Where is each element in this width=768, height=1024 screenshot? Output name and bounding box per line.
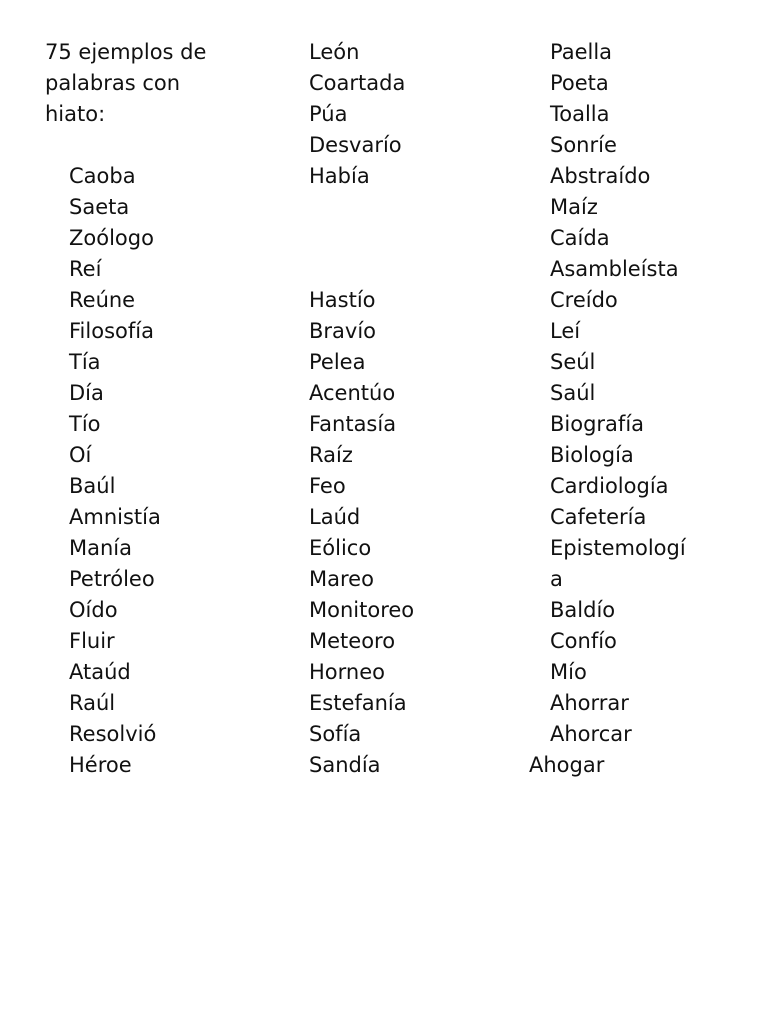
word-item: Amnistía xyxy=(69,505,161,529)
word-item: Oí xyxy=(69,443,92,467)
word-item: Abstraído xyxy=(550,164,651,188)
word-item: Púa xyxy=(309,102,348,126)
word-item: Cardiología xyxy=(550,474,669,498)
word-item: Baúl xyxy=(69,474,116,498)
word-item: Estefanía xyxy=(309,691,407,715)
word-item: a xyxy=(550,567,563,591)
column-3 xyxy=(529,37,760,781)
word-item: Tía xyxy=(69,350,101,374)
blank-line xyxy=(45,130,275,161)
word-item: Bravío xyxy=(309,319,377,343)
word-item: Horneo xyxy=(309,660,385,684)
blank-line xyxy=(309,223,509,254)
word-item: Asambleísta xyxy=(550,257,679,281)
word-item: Mío xyxy=(550,660,587,684)
word-item: Resolvió xyxy=(69,722,157,746)
word-item: Leí xyxy=(550,319,581,343)
word-item: Coartada xyxy=(309,71,406,95)
word-item: Filosofía xyxy=(69,319,154,343)
word-item: Acentúo xyxy=(309,381,396,405)
word-item: León xyxy=(309,40,360,64)
word-item: Oído xyxy=(69,598,118,622)
word-item: Biografía xyxy=(550,412,645,436)
blank-line xyxy=(309,192,509,223)
word-item: Había xyxy=(309,164,370,188)
word-item: Raúl xyxy=(69,691,116,715)
word-item: Mareo xyxy=(309,567,374,591)
word-item: Desvarío xyxy=(309,133,402,157)
word-item: Caída xyxy=(550,226,610,250)
word-item: Biología xyxy=(550,443,634,467)
word-item: Toalla xyxy=(550,102,610,126)
word-item: Ahogar xyxy=(529,753,605,777)
word-item: Fluir xyxy=(69,629,115,653)
word-item: Cafetería xyxy=(550,505,647,529)
blank-line xyxy=(309,254,509,285)
word-item: Poeta xyxy=(550,71,609,95)
word-item: Sandía xyxy=(309,753,381,777)
word-item: Epistemologí xyxy=(550,536,686,560)
word-item: Sofía xyxy=(309,722,362,746)
word-item: Paella xyxy=(550,40,613,64)
heading-line: 75 ejemplos de xyxy=(45,40,207,64)
word-item: Manía xyxy=(69,536,132,560)
word-item: Saeta xyxy=(69,195,130,219)
word-item: Fantasía xyxy=(309,412,397,436)
word-item: Día xyxy=(69,381,104,405)
word-item: Seúl xyxy=(550,350,596,374)
word-item: Feo xyxy=(309,474,346,498)
word-item: Maíz xyxy=(550,195,598,219)
word-item: Saúl xyxy=(550,381,596,405)
word-item: Meteoro xyxy=(309,629,396,653)
word-item: Sonríe xyxy=(550,133,617,157)
word-item: Héroe xyxy=(69,753,132,777)
word-item: Zoólogo xyxy=(69,226,154,250)
word-item: Creído xyxy=(550,288,618,312)
heading-line: palabras con xyxy=(45,71,181,95)
column-1 xyxy=(45,37,275,781)
word-item: Hastío xyxy=(309,288,376,312)
word-item: Reúne xyxy=(69,288,136,312)
word-item: Caoba xyxy=(69,164,136,188)
word-item: Petróleo xyxy=(69,567,155,591)
word-item: Reí xyxy=(69,257,102,281)
word-item: Confío xyxy=(550,629,617,653)
word-item: Baldío xyxy=(550,598,616,622)
word-item: Pelea xyxy=(309,350,366,374)
word-item: Monitoreo xyxy=(309,598,415,622)
word-item: Tío xyxy=(69,412,101,436)
word-item: Ahorrar xyxy=(550,691,629,715)
heading-line: hiato: xyxy=(45,102,106,126)
word-item: Raíz xyxy=(309,443,353,467)
word-item: Ataúd xyxy=(69,660,131,684)
word-item: Laúd xyxy=(309,505,361,529)
column-2 xyxy=(309,37,509,781)
word-item: Eólico xyxy=(309,536,372,560)
word-item: Ahorcar xyxy=(550,722,632,746)
